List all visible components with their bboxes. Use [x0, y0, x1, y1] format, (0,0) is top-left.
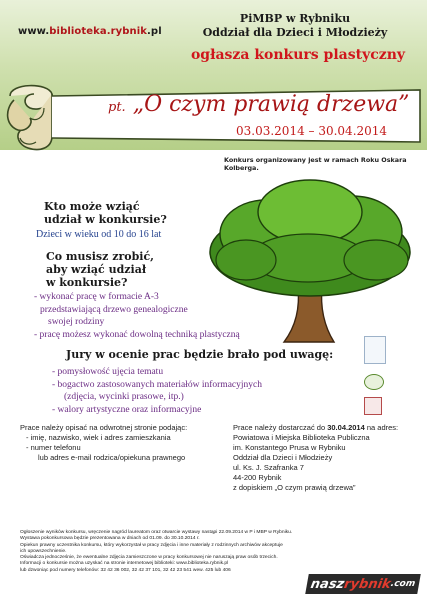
jury-item: - bogactwo zastosowanych materiałów informacyjnych	[52, 379, 262, 390]
what-heading-line-3: w konkursie?	[46, 276, 128, 289]
contest-title	[108, 92, 409, 117]
footer-right-line: Oddział dla Dzieci i Młodzieży	[233, 453, 333, 462]
fine-print-line: Oświadcza jednocześnie, że ewentualne zdjęcia zamieszczone w pracy konkursowej nie naruszają praw osób trzecich.	[20, 555, 278, 561]
sponsor-logo-3	[364, 397, 382, 415]
logo-suffix: .com	[389, 579, 416, 589]
deadline-prefix: Prace należy dostarczać do	[233, 423, 328, 432]
logo-left: nasz	[309, 576, 346, 592]
fine-print-line: ich upowszechnienie.	[20, 548, 67, 554]
jury-item: - walory artystyczne oraz informacyjne	[52, 404, 202, 415]
footer-left	[20, 423, 230, 463]
what-heading-line-1: Co musisz zrobić,	[46, 250, 154, 263]
footer-right-line: 44-200 Rybnik	[233, 473, 282, 482]
jury-item: (zdjęcia, wycinki prasowe, itp.)	[64, 392, 184, 402]
nasz-rybnik-logo[interactable]	[305, 574, 421, 594]
who-heading-line-2: udział w konkursie?	[44, 213, 167, 226]
who-heading	[44, 200, 167, 226]
what-item: - pracę możesz wykonać dowolną techniką plastyczną	[34, 329, 240, 340]
organizer-line-1: PiMBP w Rybniku	[239, 12, 351, 25]
site-url[interactable]	[18, 26, 162, 37]
footer-right	[233, 423, 418, 493]
logo-right: rybnik	[342, 576, 393, 592]
what-heading-line-2: aby wziąć udział	[46, 263, 147, 276]
site-url-accent: biblioteka.rybnik	[49, 26, 148, 37]
footer-left-line: Prace należy opisać na odwrotnej stronie podając:	[20, 423, 188, 432]
what-item: przedstawiającą drzewo genealogiczne	[40, 304, 188, 315]
footer-right-line: z dopiskiem „O czym prawią drzewa”	[233, 483, 356, 492]
jury-heading: Jury w ocenie prac będzie brało pod uwagę:	[66, 348, 334, 361]
scroll-banner-icon	[0, 78, 427, 158]
fine-print-line: Opiekun prawny uczestnika konkursu, który wykorzystał w pracy zdjęcia i inne materiały z rodzinnych archiwów akceptuje	[20, 542, 283, 548]
deadline-date: 30.04.2014	[327, 423, 365, 432]
deadline-suffix: na adres:	[364, 423, 399, 432]
footer-right-line: ul. Ks. J. Szafranka 7	[233, 463, 304, 472]
kolberg-note: Konkurs organizowany jest w ramach Roku Oskara Kolberga.	[224, 156, 407, 172]
organizer-line-2: Oddział dla Dzieci i Młodzieży	[202, 26, 388, 39]
footer-left-line: - imię, nazwisko, wiek i adres zamieszkania	[26, 433, 171, 442]
footer-right-deadline	[233, 423, 418, 433]
tree-icon	[206, 176, 418, 348]
fine-print-line: Ogłoszenie wyników konkursu, wręczenie nagród laureatom oraz otwarcie wystawy nastąpi 22.09.2014 w P i MBP w Rybniku.	[20, 530, 293, 535]
what-item: swojej rodziny	[48, 317, 105, 327]
sponsor-logo-1	[364, 336, 386, 364]
site-url-suffix: .pl	[147, 26, 162, 37]
site-url-prefix: www.	[18, 26, 50, 37]
footer-right-line: Powiatowa i Miejska Biblioteka Publiczna	[233, 433, 370, 442]
organizer	[185, 12, 405, 40]
title-prefix: pt.	[108, 100, 126, 115]
who-answer: Dzieci w wieku od 10 do 16 lat	[36, 229, 162, 240]
footer-right-line: im. Konstantego Prusa w Rybniku	[233, 443, 346, 452]
sponsor-logo-2	[364, 374, 384, 390]
fine-print	[20, 530, 410, 574]
what-heading	[46, 250, 154, 289]
announcement: ogłasza konkurs plastyczny	[190, 47, 406, 63]
footer-left-line: - numer telefonu	[26, 443, 81, 452]
what-item: - wykonać pracę w formacie A-3	[34, 292, 159, 302]
contest-dates: 03.03.2014 – 30.04.2014	[236, 124, 388, 138]
jury-list	[52, 366, 262, 416]
footer-left-line: lub adres e-mail rodzica/opiekuna prawnego	[38, 453, 186, 462]
fine-print-line: Informacji o konkursie można uzyskać na stronie internetowej biblioteki: www.biblioteka.rybnik.pl	[20, 561, 229, 567]
title-main: „O czym prawią drzewa”	[132, 92, 410, 117]
who-heading-line-1: Kto może wziąć	[44, 200, 140, 213]
jury-item: - pomysłowość ujęcia tematu	[52, 367, 164, 377]
fine-print-line: Wystawa pokonkursowa będzie prezentowana w dniach od 01.09. do 30.10.2014 r.	[20, 536, 200, 542]
fine-print-line: lub dzwoniąc pod numery telefonów: 32 42 36 002, 32 42 37 101, 32 42 23 541 wew. 425 lub 406	[20, 567, 231, 573]
